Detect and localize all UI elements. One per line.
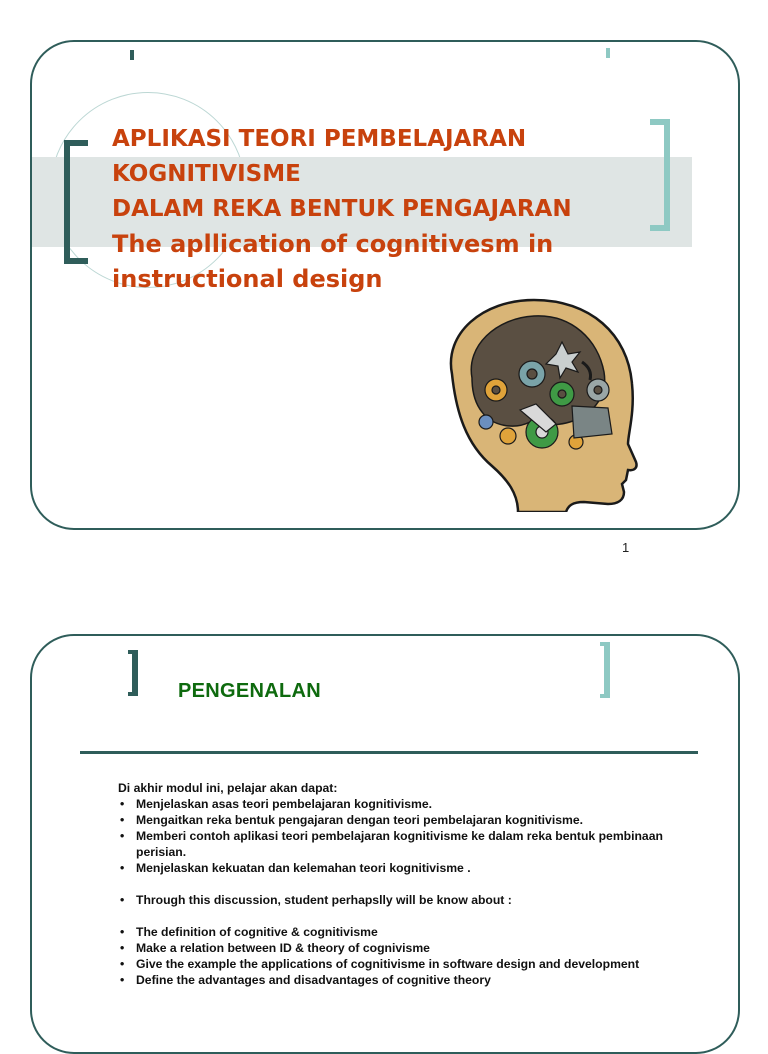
title-line: APLIKASI TEORI PEMBELAJARAN: [112, 126, 527, 152]
title-line: instructional design: [112, 265, 383, 293]
english-intro-list: [118, 892, 698, 908]
right-bracket-decoration: [600, 642, 610, 698]
list-item: • Mengaitkan reka bentuk pengajaran dengan teori pembelajaran kognitivisme.: [118, 812, 698, 828]
spacer: [118, 876, 698, 892]
list-item: • Give the example the applications of cognitivisme in software design and development: [118, 956, 698, 972]
divider: [80, 751, 698, 754]
list-item: • Make a relation between ID & theory of cognivisme: [118, 940, 698, 956]
title-line: The apllication of cognitivesm in: [112, 230, 554, 258]
page-number: 1: [622, 540, 630, 555]
list-item: • Menjelaskan asas teori pembelajaran kognitivisme.: [118, 796, 698, 812]
head-with-gears-icon: [422, 294, 642, 512]
malay-objectives-list: [118, 796, 698, 876]
tick-mark: [130, 50, 134, 60]
intro-slide: [30, 634, 740, 1054]
slide-title: [112, 122, 672, 297]
slide-body: [118, 780, 698, 988]
english-objectives-list: [118, 924, 698, 988]
left-bracket-decoration: [64, 140, 88, 264]
list-item: • Through this discussion, student perhapslly will be know about :: [118, 892, 698, 908]
title-slide: [30, 40, 740, 530]
left-bracket-decoration: [128, 650, 138, 696]
title-line: KOGNITIVISME: [112, 161, 301, 187]
intro-text: Di akhir modul ini, pelajar akan dapat:: [118, 781, 338, 795]
list-item: • Memberi contoh aplikasi teori pembelajaran kognitivisme ke dalam reka bentuk pembinaan perisian.: [118, 828, 698, 860]
list-item: • Menjelaskan kekuatan dan kelemahan teori kognitivisme .: [118, 860, 698, 876]
spacer: [118, 908, 698, 924]
title-line: DALAM REKA BENTUK PENGAJARAN: [112, 196, 572, 222]
tick-mark: [606, 48, 610, 58]
list-item: • The definition of cognitive & cognitivisme: [118, 924, 698, 940]
list-item: • Define the advantages and disadvantages of cognitive theory: [118, 972, 698, 988]
section-title: PENGENALAN: [178, 680, 322, 702]
